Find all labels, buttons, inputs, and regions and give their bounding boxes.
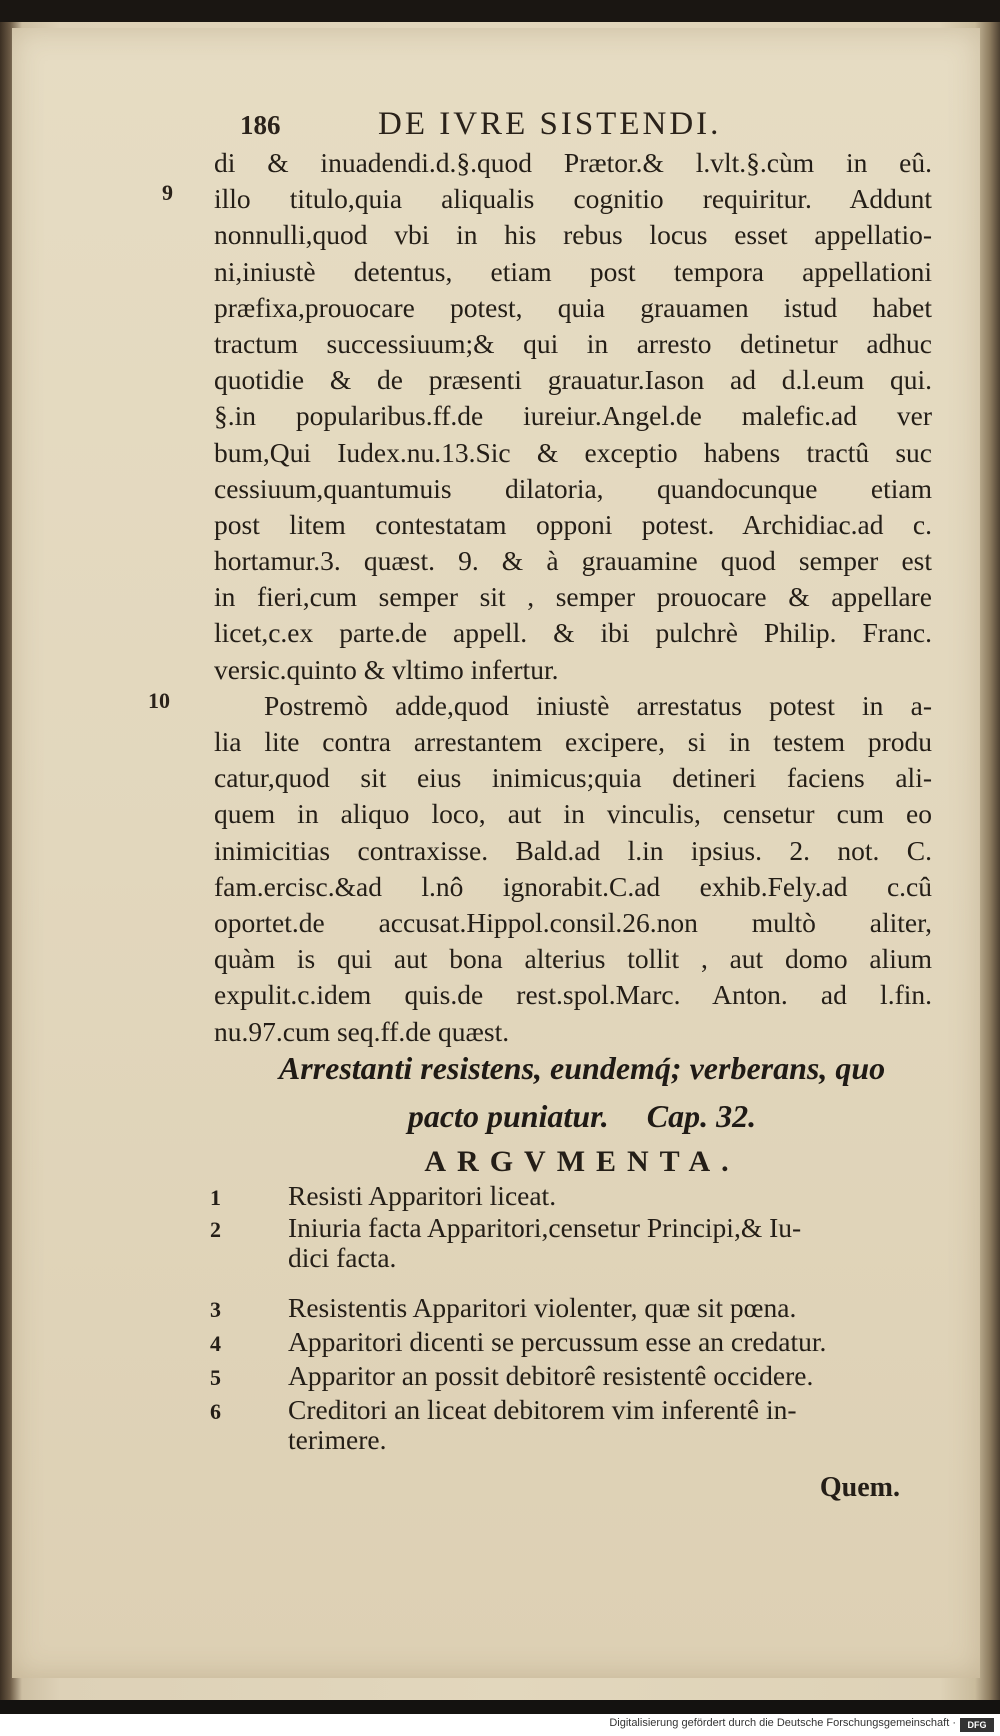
argument-text: Creditori an liceat debitorem vim inferentê in- [288, 1394, 797, 1425]
text-line: fam.ercisc.&ad l.nô ignorabit.C.ad exhib.Fely.ad c.cû [214, 870, 932, 902]
footer-bar [0, 1714, 1000, 1736]
page-number: 186 [240, 110, 281, 140]
chapter-title-line: Arrestanti resistens, eundemq́; verberans, quo [278, 1050, 886, 1086]
text-line: oportet.de accusat.Hippol.consil.26.non multò aliter, [214, 906, 932, 938]
text-line: hortamur.3. quæst. 9. & à grauamine quod semper est [214, 545, 932, 577]
chapter-title-text: pacto puniatur. [407, 1098, 609, 1134]
text-line: §.in popularibus.ff.de iureiur.Angel.de malefic.ad ver [214, 400, 932, 432]
argument-number: 4 [210, 1331, 221, 1356]
catchword: Quem. [819, 1472, 900, 1503]
argument-text: Resistentis Apparitori violenter, quæ sit pœna. [288, 1292, 797, 1323]
text-line: nonnulli,quod vbi in his rebus locus esset appellatio- [214, 219, 932, 251]
argument-number: 2 [210, 1217, 221, 1242]
text-line: ni,iniustè detentus, etiam post tempora appellationi [214, 255, 932, 287]
margin-number: 9 [162, 180, 173, 205]
book-page [12, 28, 980, 1678]
text-line: in fieri,cum semper sit , semper prouocare & appellare [214, 581, 932, 613]
argument-text: Resisti Apparitori liceat. [288, 1180, 557, 1211]
text-line: versic.quinto & vltimo infertur. [214, 653, 559, 685]
argument-text: Iniuria facta Apparitori,censetur Principi,& Iu- [288, 1212, 802, 1243]
dfg-logo: DFG [960, 1718, 994, 1732]
text-line: Postremò adde,quod iniustè arrestatus potest in a- [264, 689, 932, 721]
text-line: inimicitias contraxisse. Bald.ad l.in ipsius. 2. not. C. [214, 834, 932, 866]
text-line: illo titulo,quia aliqualis cognitio requiritur. Addunt [214, 183, 932, 215]
text-line: lia lite contra arrestantem excipere, si in testem produ [214, 726, 932, 757]
text-line: post litem contestatam opponi potest. Archidiac.ad c. [214, 508, 932, 540]
margin-number: 10 [148, 688, 170, 713]
argument-number: 3 [210, 1297, 221, 1322]
argument-text-continuation: terimere. [288, 1424, 387, 1455]
body-text [214, 145, 932, 1050]
argument-text: Apparitor an possit debitorê resistentê occidere. [288, 1360, 814, 1391]
text-line: di & inuadendi.d.§.quod Prætor.& l.vlt.§.cùm in eû. [214, 147, 932, 178]
text-line: cessiuum,quantumuis dilatoria, quandocunque etiam [214, 472, 932, 504]
argument-text-continuation: dici facta. [288, 1242, 397, 1273]
text-line: præfixa,prouocare potest, quia grauamen istud habet [214, 291, 932, 323]
text-line: expulit.c.idem quis.de rest.spol.Marc. Anton. ad l.fin. [214, 979, 932, 1011]
text-line: quàm is qui aut bona alterius tollit , aut domo alium [214, 943, 932, 975]
text-line: quem in aliquo loco, aut in vinculis, censetur cum eo [214, 798, 932, 830]
text-line: quotidie & de præsenti grauatur.Iason ad d.l.eum qui. [214, 364, 932, 396]
argument-number: 1 [210, 1185, 221, 1210]
chapter-title [212, 1044, 952, 1140]
text-line: bum,Qui Iudex.nu.13.Sic & exceptio habens tractû suc [214, 436, 932, 468]
arguments-heading: ARGVMENTA. [424, 1145, 740, 1178]
chapter-title-line [212, 1092, 952, 1140]
argument-number: 5 [210, 1365, 221, 1390]
running-head: DE IVRE SISTENDI. [378, 106, 722, 142]
chapter-number: Cap. 32. [646, 1098, 757, 1134]
text-line: tractum successiuum;& qui in arresto detinetur adhuc [214, 327, 932, 359]
argument-text: Apparitori dicenti se percussum esse an credatur. [288, 1326, 827, 1357]
argument-number: 6 [210, 1399, 221, 1424]
footer-credit: Digitalisierung gefördert durch die Deutsche Forschungsgemeinschaft · [609, 1717, 956, 1729]
text-line: licet,c.ex parte.de appell. & ibi pulchrè Philip. Franc. [214, 617, 932, 649]
text-line: nu.97.cum seq.ff.de quæst. [214, 1015, 510, 1047]
text-line: catur,quod sit eius inimicus;quia detineri faciens ali- [214, 762, 932, 794]
